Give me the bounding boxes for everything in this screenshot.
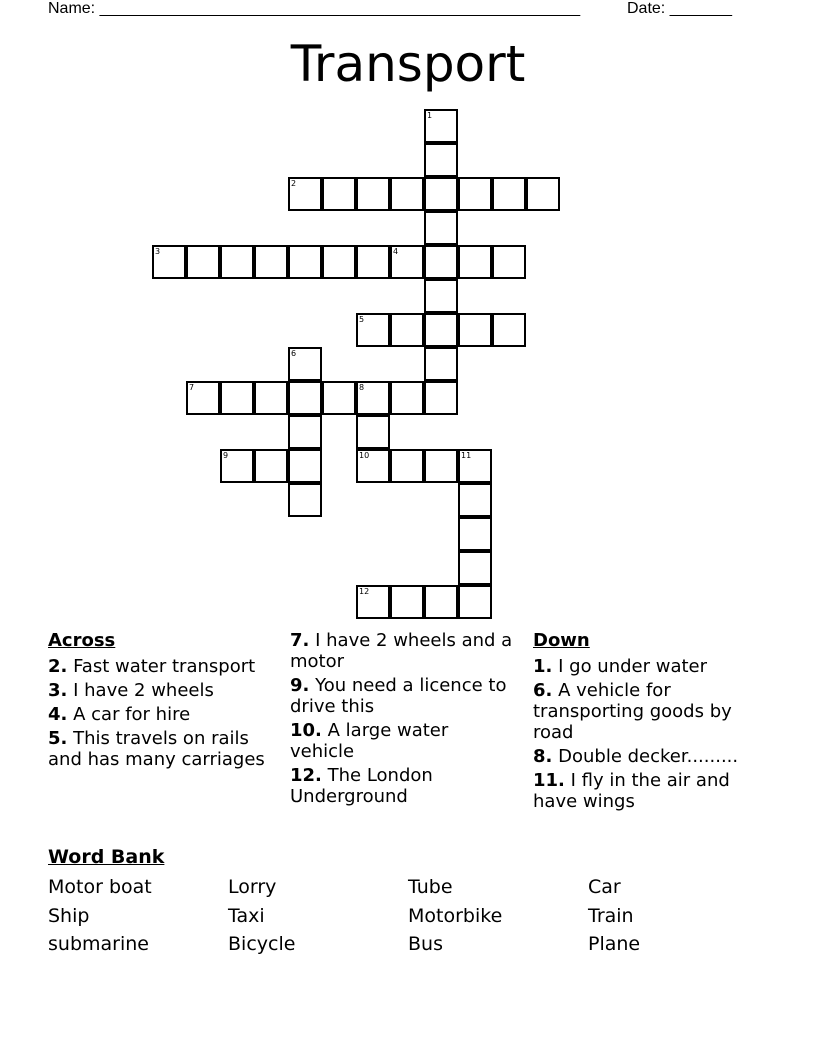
word-bank-item: Train (588, 904, 634, 927)
across-clue-7: 7. I have 2 wheels and a motor (290, 630, 513, 672)
down-clues-column (533, 630, 758, 815)
crossword-cell-9 (220, 449, 254, 483)
crossword-cell-3 (152, 245, 186, 279)
across-clue-2: 2. Fast water transport (48, 656, 256, 677)
word-bank-item: Plane (588, 933, 641, 955)
word-bank-item: Lorry (228, 876, 277, 898)
across-clue-5: 5. This travels on rails and has many carriages (48, 728, 265, 770)
down-heading: Down (533, 630, 590, 651)
crossword-cell-2 (288, 177, 322, 211)
crossword-cell-6 (288, 347, 322, 381)
crossword-cell (424, 279, 458, 313)
clue-number: 2 (291, 179, 297, 188)
page-title: Transport (290, 35, 526, 93)
clue-number: 7 (189, 383, 195, 392)
crossword-cell (254, 381, 288, 415)
word-bank-heading: Word Bank (48, 846, 165, 868)
word-bank-item: submarine (48, 933, 149, 955)
down-clue-8: 8. Double decker......... (533, 746, 739, 767)
clue-number: 11 (461, 451, 472, 460)
crossword-cell-7 (186, 381, 220, 415)
crossword-cell (492, 177, 526, 211)
word-bank-item: Tube (408, 876, 453, 898)
crossword-cell (390, 381, 424, 415)
crossword-cell (424, 585, 458, 619)
clue-number: 10 (359, 451, 370, 460)
crossword-cell (186, 245, 220, 279)
crossword-cell (424, 177, 458, 211)
crossword-cell (254, 449, 288, 483)
date-field-label: Date: _______ (627, 0, 732, 17)
clue-number: 8 (359, 383, 365, 392)
crossword-cell (526, 177, 560, 211)
crossword-cell-11 (458, 449, 492, 483)
word-bank-item: Car (588, 876, 621, 898)
crossword-cell (288, 245, 322, 279)
crossword-cell (390, 313, 424, 347)
clue-number: 9 (223, 451, 229, 460)
word-bank-item: Bicycle (228, 933, 296, 955)
crossword-cell-4 (390, 245, 424, 279)
crossword-cell (220, 245, 254, 279)
crossword-cell (356, 415, 390, 449)
crossword-cell (220, 381, 254, 415)
crossword-cell (458, 483, 492, 517)
crossword-cell (288, 415, 322, 449)
down-clue-6: 6. A vehicle for transporting goods by road (533, 680, 732, 743)
down-clue-1: 1. I go under water (533, 656, 708, 677)
crossword-cell (424, 211, 458, 245)
across-heading: Across (48, 630, 116, 651)
crossword-cell-8 (356, 381, 390, 415)
crossword-cell (356, 245, 390, 279)
across-clues-column-2 (290, 630, 515, 810)
clue-number: 1 (427, 111, 433, 120)
crossword-cell (492, 245, 526, 279)
crossword-cell (390, 585, 424, 619)
across-clues-column (48, 630, 273, 773)
word-bank-item: Ship (48, 904, 90, 927)
crossword-cell (458, 313, 492, 347)
crossword-cell (458, 585, 492, 619)
crossword-cell (322, 381, 356, 415)
crossword-cell (288, 449, 322, 483)
crossword-cell (424, 381, 458, 415)
crossword-cell-12 (356, 585, 390, 619)
across-clue-4: 4. A car for hire (48, 704, 191, 725)
clue-number: 3 (155, 247, 161, 256)
across-clue-3: 3. I have 2 wheels (48, 680, 214, 701)
crossword-cell (458, 517, 492, 551)
word-bank-item: Motorbike (408, 904, 503, 927)
name-field-label: Name: ______________________________________________________ (48, 0, 581, 17)
crossword-cell (288, 483, 322, 517)
crossword-cell (424, 245, 458, 279)
across-clue-12: 12. The London Underground (290, 765, 433, 807)
crossword-cell (424, 347, 458, 381)
down-clue-11: 11. I fly in the air and have wings (533, 770, 730, 812)
word-bank-item: Taxi (228, 904, 265, 927)
across-clue-10: 10. A large water vehicle (290, 720, 449, 762)
word-bank-item: Motor boat (48, 876, 152, 898)
crossword-cell (458, 245, 492, 279)
crossword-cell (254, 245, 288, 279)
crossword-cell (424, 143, 458, 177)
crossword-cell (424, 313, 458, 347)
crossword-cell-10 (356, 449, 390, 483)
clue-number: 4 (393, 247, 399, 256)
crossword-cell-1 (424, 109, 458, 143)
crossword-cell (356, 177, 390, 211)
across-clue-9: 9. You need a licence to drive this (290, 675, 507, 717)
word-bank (48, 874, 768, 960)
crossword-cell (424, 449, 458, 483)
crossword-cell (322, 245, 356, 279)
clue-number: 6 (291, 349, 297, 358)
crossword-cell (492, 313, 526, 347)
crossword-cell (322, 177, 356, 211)
crossword-cell (288, 381, 322, 415)
crossword-cell (458, 177, 492, 211)
crossword-cell (390, 177, 424, 211)
word-bank-item: Bus (408, 933, 443, 955)
crossword-cell (390, 449, 424, 483)
crossword-cell (458, 551, 492, 585)
crossword-cell-5 (356, 313, 390, 347)
clue-number: 12 (359, 587, 370, 596)
clue-number: 5 (359, 315, 365, 324)
